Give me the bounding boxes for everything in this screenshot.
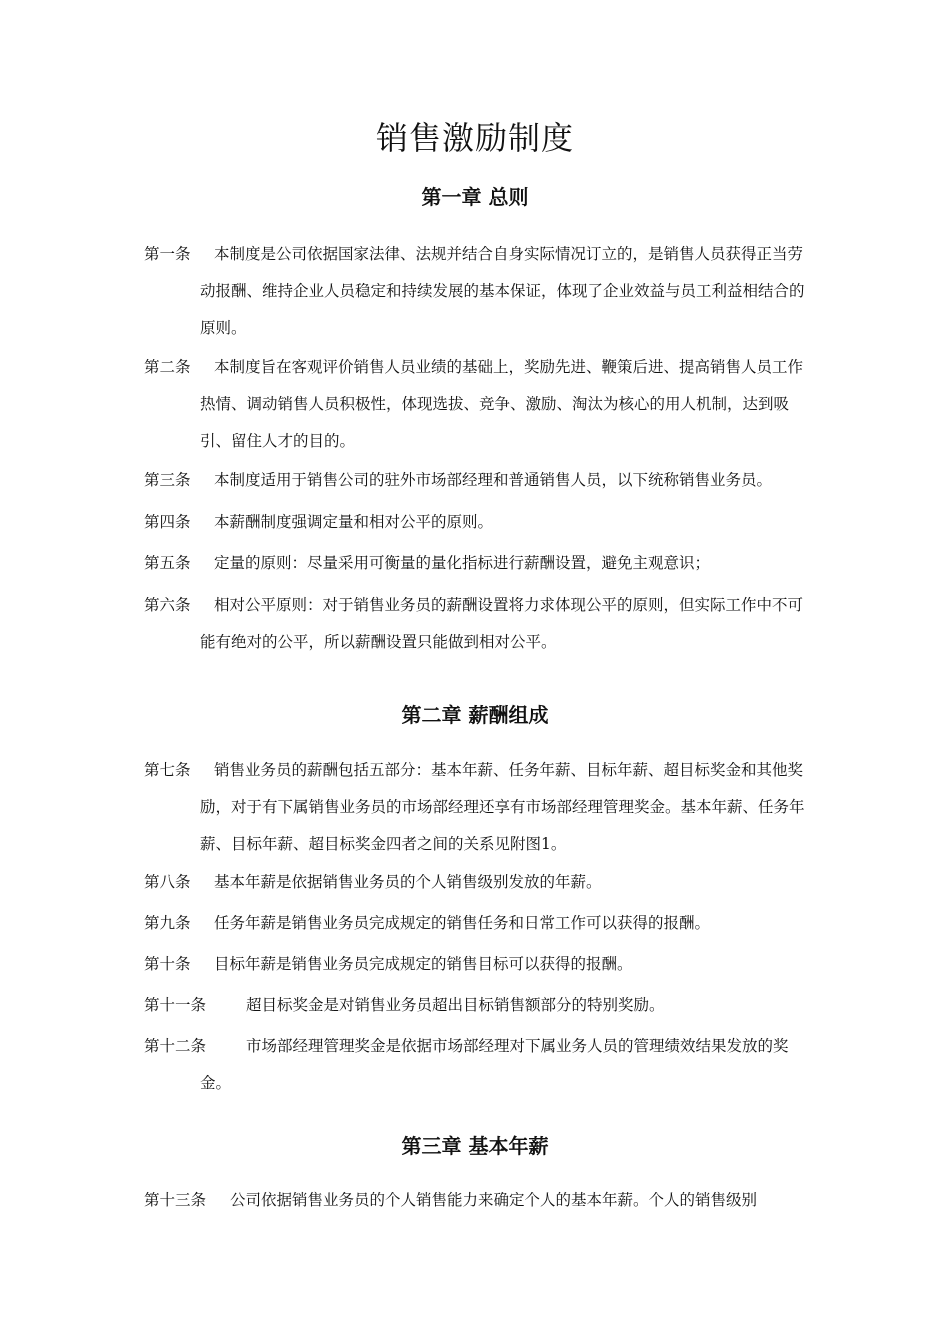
- article-label: 第十一条: [144, 996, 207, 1014]
- chapter-heading: 第三章 基本年薪: [401, 1134, 549, 1158]
- article-label: 第五条: [144, 554, 191, 572]
- article: [144, 905, 812, 942]
- article: [144, 236, 812, 347]
- article-label: 第一条: [144, 245, 191, 263]
- article: [144, 504, 812, 541]
- article-text: 销售业务员的薪酬包括五部分：基本年薪、任务年薪、目标年薪、超目标奖金和其他奖励，对于有下属销售业务员的市场部经理还享有市场部经理管理奖金。基本年薪、任务年薪、目标年薪、超目标奖金四者之间的关系见附图1。: [200, 761, 805, 853]
- article-text: 本制度适用于销售公司的驻外市场部经理和普通销售人员，以下统称销售业务员。: [214, 471, 773, 489]
- article: [144, 587, 812, 661]
- article-text: 相对公平原则：对于销售业务员的薪酬设置将力求体现公平的原则，但实际工作中不可能有绝对的公平，所以薪酬设置只能做到相对公平。: [200, 596, 804, 651]
- article-label: 第十三条: [144, 1191, 207, 1209]
- article-label: 第三条: [144, 471, 191, 489]
- article-label: 第八条: [144, 873, 191, 891]
- article-label: 第六条: [144, 596, 191, 614]
- article: [144, 987, 812, 1024]
- chapter-heading: 第二章 薪酬组成: [401, 703, 549, 727]
- article-label: 第十条: [144, 955, 191, 973]
- article-text: 定量的原则：尽量采用可衡量的量化指标进行薪酬设置，避免主观意识；: [214, 554, 711, 572]
- article: [144, 752, 812, 863]
- article: [144, 946, 812, 983]
- article-text: 本薪酬制度强调定量和相对公平的原则。: [214, 513, 494, 531]
- document-title: 销售激励制度: [375, 119, 574, 157]
- article-text: 目标年薪是销售业务员完成规定的销售目标可以获得的报酬。: [214, 955, 633, 973]
- article-text: 公司依据销售业务员的个人销售能力来确定个人的基本年薪。个人的销售级别: [230, 1191, 758, 1209]
- article-text: 任务年薪是销售业务员完成规定的销售任务和日常工作可以获得的报酬。: [214, 914, 711, 932]
- article: [144, 1182, 812, 1219]
- article-label: 第十二条: [144, 1037, 207, 1055]
- article: [144, 545, 812, 582]
- article: [144, 349, 812, 460]
- article-text: 超目标奖金是对销售业务员超出目标销售额部分的特别奖励。: [246, 996, 665, 1014]
- article-label: 第七条: [144, 761, 191, 779]
- article-text: 基本年薪是依据销售业务员的个人销售级别发放的年薪。: [214, 873, 602, 891]
- article: [144, 864, 812, 901]
- chapter-heading: 第一章 总则: [421, 185, 529, 209]
- article: [144, 1028, 812, 1102]
- article-label: 第九条: [144, 914, 191, 932]
- article: [144, 462, 824, 499]
- article-text: 本制度旨在客观评价销售人员业绩的基础上，奖励先进、鞭策后进、提高销售人员工作热情、调动销售人员积极性，体现选拔、竞争、激励、淘汰为核心的用人机制，达到吸引、留住人才的目的。: [200, 358, 804, 450]
- article-label: 第四条: [144, 513, 191, 531]
- article-text: 本制度是公司依据国家法律、法规并结合自身实际情况订立的，是销售人员获得正当劳动报酬、维持企业人员稳定和持续发展的基本保证，体现了企业效益与员工利益相结合的原则。: [200, 245, 805, 337]
- article-label: 第二条: [144, 358, 191, 376]
- article-text: 市场部经理管理奖金是依据市场部经理对下属业务人员的管理绩效结果发放的奖金。: [200, 1037, 789, 1092]
